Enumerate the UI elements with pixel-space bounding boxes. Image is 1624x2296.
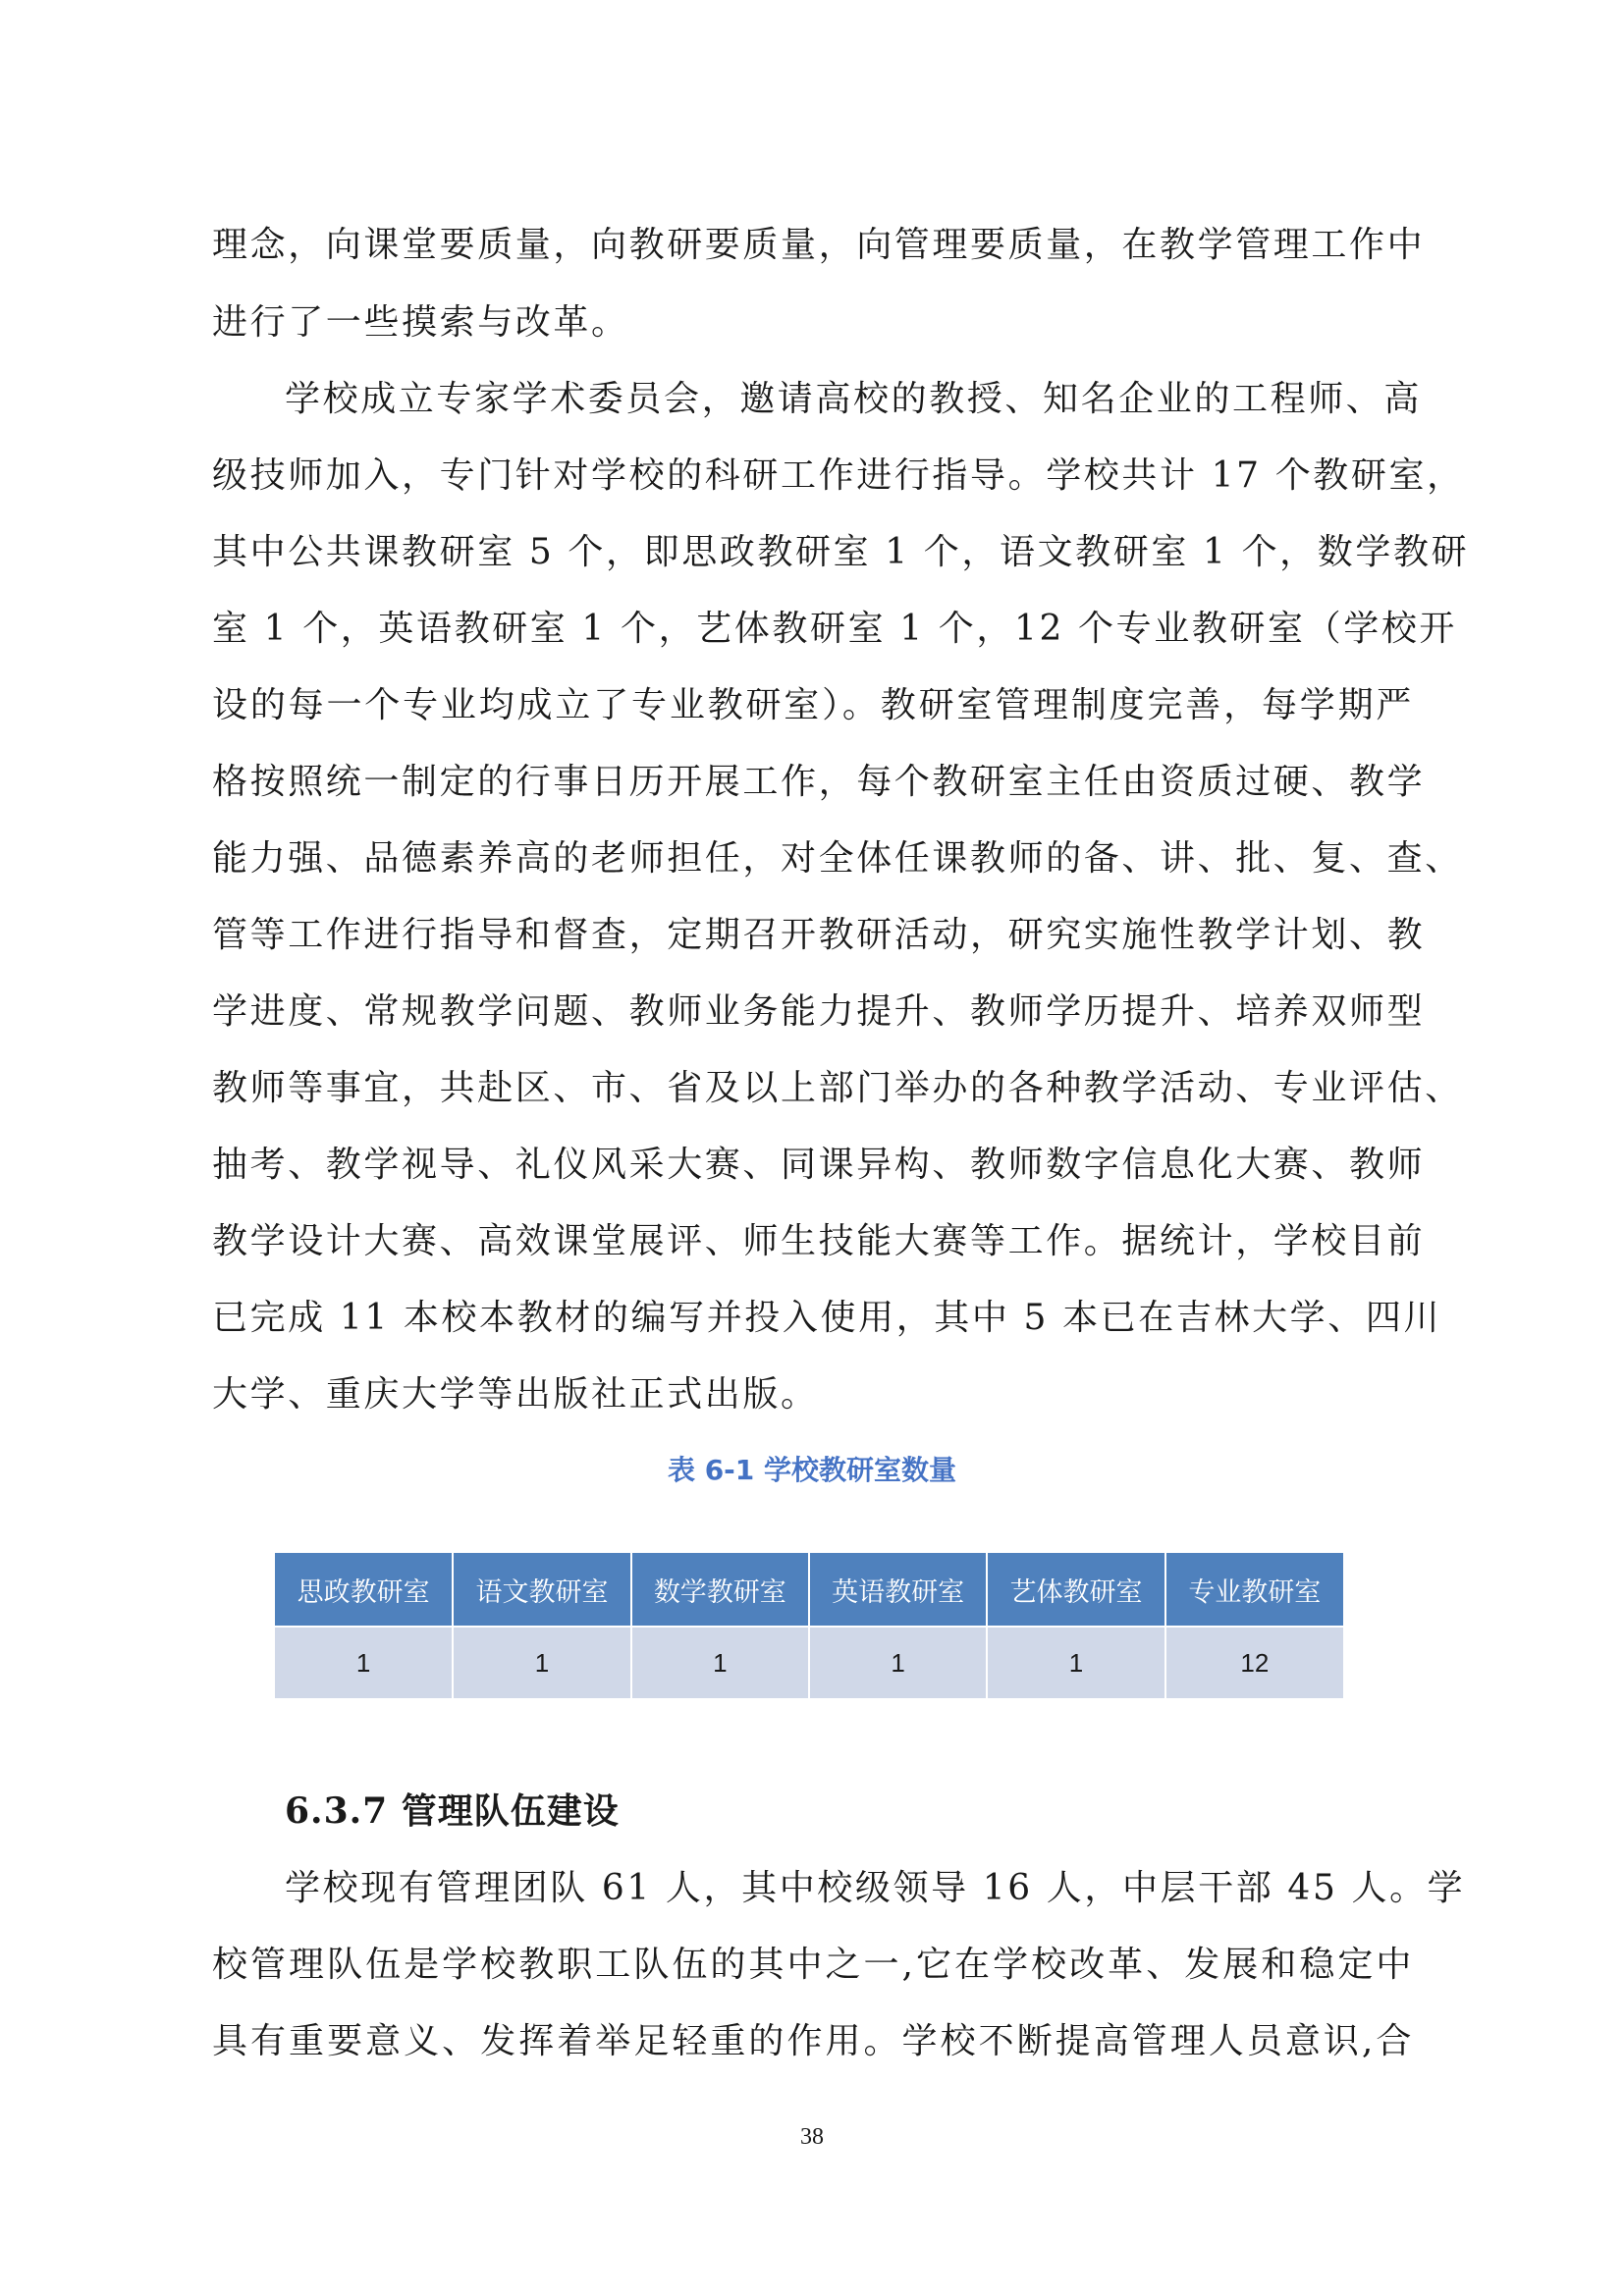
page-number: 38 — [800, 2124, 824, 2150]
text-line: 进行了一些摸索与改革。 — [212, 302, 629, 343]
table-header-cell: 语文教研室 — [453, 1553, 630, 1627]
table-cell: 12 — [1165, 1627, 1343, 1698]
text-line: 学校现有管理团队 61 人，其中校级领导 16 人，中层干部 45 人。学 — [285, 1868, 1466, 1908]
table-header-cell: 思政教研室 — [275, 1553, 453, 1627]
table-header-row — [275, 1553, 1343, 1627]
table-header-cell: 艺体教研室 — [987, 1553, 1164, 1627]
table-header-cell: 英语教研室 — [809, 1553, 987, 1627]
text-line: 教学设计大赛、高效课堂展评、师生技能大赛等工作。据统计，学校目前 — [212, 1221, 1426, 1261]
text-line: 其中公共课教研室 5 个，即思政教研室 1 个，语文教研室 1 个，数学教研 — [212, 532, 1470, 572]
text-line: 室 1 个，英语教研室 1 个，艺体教研室 1 个，12 个专业教研室（学校开 — [212, 609, 1458, 649]
table-cell: 1 — [809, 1627, 987, 1698]
table-row — [275, 1627, 1343, 1698]
text-line: 已完成 11 本校本教材的编写并投入使用，其中 5 本已在吉林大学、四川 — [212, 1298, 1442, 1338]
table-header-cell: 专业教研室 — [1165, 1553, 1343, 1627]
table-cell: 1 — [987, 1627, 1164, 1698]
table-cell: 1 — [453, 1627, 630, 1698]
text-line: 级技师加入，专门针对学校的科研工作进行指导。学校共计 17 个教研室， — [212, 455, 1465, 496]
text-line: 管等工作进行指导和督查，定期召开教研活动，研究实施性教学计划、教 — [212, 915, 1426, 955]
section-heading: 6.3.7 管理队伍建设 — [285, 1790, 620, 1832]
table-cell: 1 — [275, 1627, 453, 1698]
table-caption: 表 6-1 学校教研室数量 — [667, 1454, 957, 1486]
text-line: 具有重要意义、发挥着举足轻重的作用。学校不断提高管理人员意识,合 — [212, 2021, 1414, 2061]
text-line: 校管理队伍是学校教职工队伍的其中之一,它在学校改革、发展和稳定中 — [212, 1945, 1414, 1985]
table-header-cell: 数学教研室 — [631, 1553, 809, 1627]
text-line: 设的每一个专业均成立了专业教研室）。教研室管理制度完善，每学期严 — [212, 685, 1414, 725]
text-line: 格按照统一制定的行事日历开展工作，每个教研室主任由资质过硬、教学 — [212, 762, 1426, 802]
text-line: 理念，向课堂要质量，向教研要质量，向管理要质量，在教学管理工作中 — [212, 225, 1426, 265]
text-line: 教师等事宜，共赴区、市、省及以上部门举办的各种教学活动、专业评估、 — [212, 1068, 1463, 1108]
text-line: 大学、重庆大学等出版社正式出版。 — [212, 1374, 819, 1415]
text-line: 抽考、教学视导、礼仪风采大赛、同课异构、教师数字信息化大赛、教师 — [212, 1145, 1426, 1185]
text-line: 学校成立专家学术委员会，邀请高校的教授、知名企业的工程师、高 — [285, 379, 1423, 419]
text-line: 学进度、常规教学问题、教师业务能力提升、教师学历提升、培养双师型 — [212, 991, 1426, 1032]
text-line: 能力强、品德素养高的老师担任，对全体任课教师的备、讲、批、复、查、 — [212, 838, 1463, 879]
table-cell: 1 — [631, 1627, 809, 1698]
research-office-table — [275, 1553, 1343, 1698]
